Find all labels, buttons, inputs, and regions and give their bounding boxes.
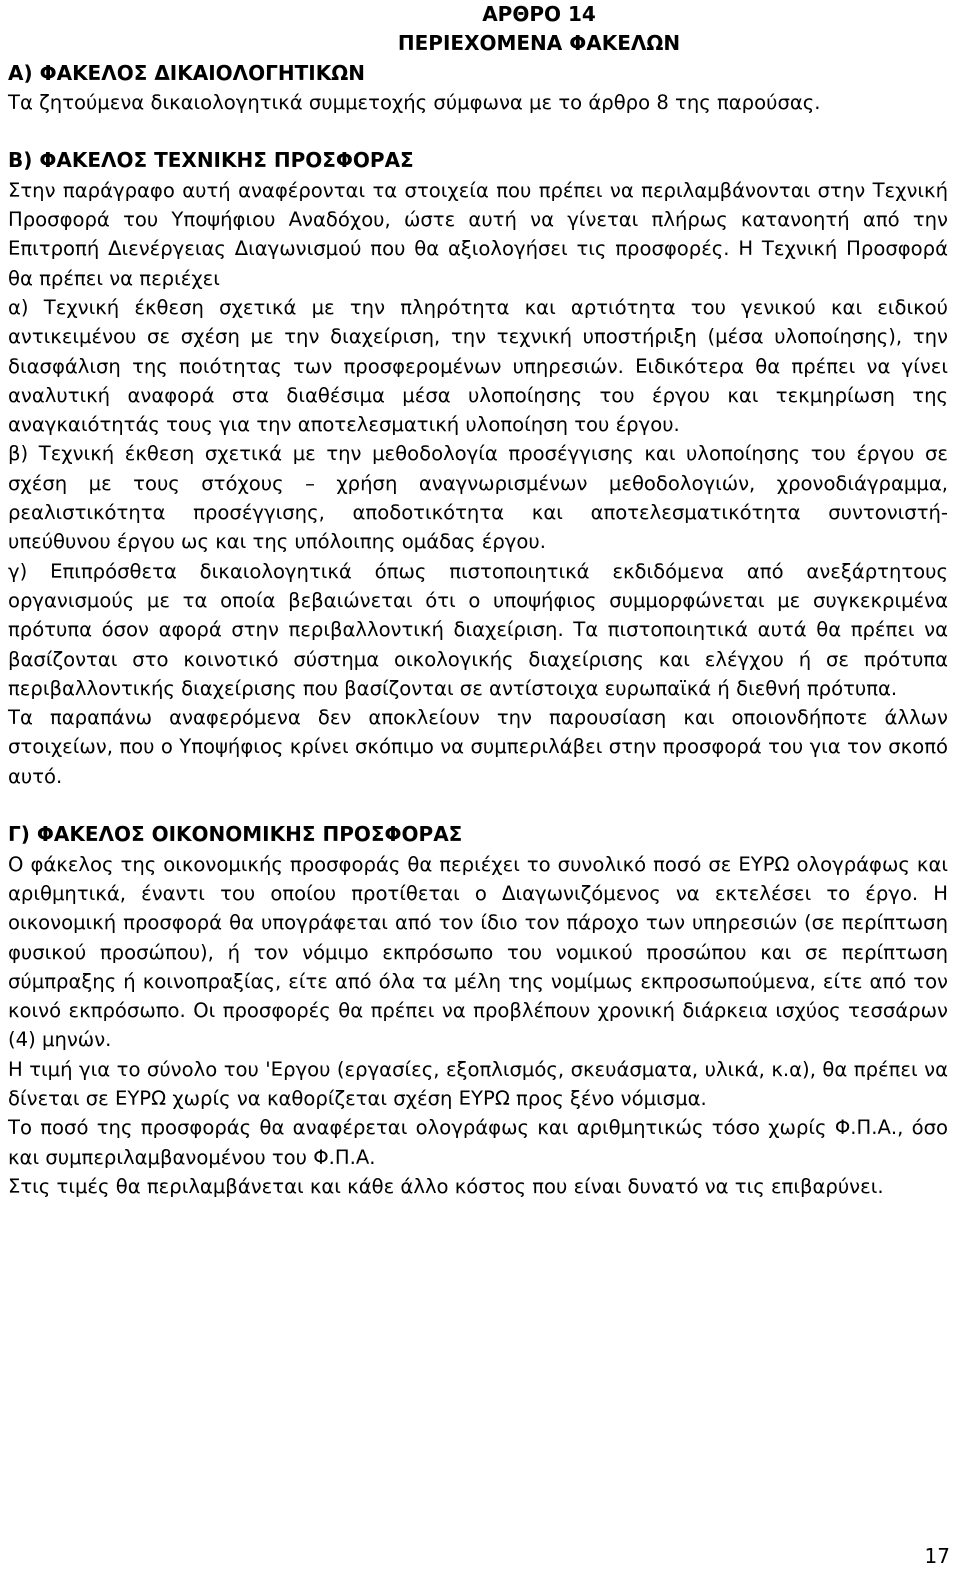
article-subtitle: ΠΕΡΙΕΧΟΜΕΝΑ ΦΑΚΕΛΩΝ	[397, 31, 681, 56]
section-a-heading: Α) ΦΑΚΕΛΟΣ ΔΙΚΑΙΟΛΟΓΗΤΙΚΩΝ	[8, 60, 365, 85]
section-b-item-b: β) Τεχνική έκθεση σχετικά με την μεθοδολογία προσέγγισης και υλοποίησης του έργου σε σχέση με τους στόχους – χρήση αναγνωρισμένων μεθοδολογιών, χρονοδιάγραμμα, ρεαλιστικότητα προσέγγισης, αποδοτικότητα και αποτελεσματικότητα συντονιστή- υπεύθυνου έργου ως και της υπόλοιπης ομάδας έργου.	[8, 442, 948, 554]
section-c-paragraph-1: Ο φάκελος της οικονομικής προσφοράς θα περιέχει το συνολικό ποσό σε ΕΥΡΩ ολογράφως και αριθμητικά, έναντι του οποίου προτίθεται ο Διαγωνιζόμενος να εκτελέσει το έργο. Η οικονομική προσφορά θα υπογράφεται από τον ίδιο τον πάροχο των υπηρεσιών (σε περίπτωση φυσικού προσώπου), ή τον νόμιμο εκπρόσωπο του νομικού προσώπου και σε περίπτωση σύμπραξης ή κοινοπραξίας, είτε από όλα τα μέλη της νομίμως εκπροσωπούμενα, είτε από τον κοινό εκπρόσωπο. Οι προσφορές θα πρέπει να προβλέπουν χρονική διάρκεια ισχύος τεσσάρων (4) μηνών.	[8, 852, 948, 1052]
section-c-heading: Γ) ΦΑΚΕΛΟΣ ΟΙΚΟΝΟΜΙΚΗΣ ΠΡΟΣΦΟΡΑΣ	[8, 822, 463, 847]
section-b-intro-paragraph: Στην παράγραφο αυτή αναφέρονται τα στοιχεία που πρέπει να περιλαμβάνονται στην Τεχνική Προσφορά του Υποψήφιου Αναδόχου, ώστε αυτή να γίνεται πλήρως κατανοητή από την Επιτροπή Διενέργειας Διαγωνισμού που θα αξιολογήσει τις προσφορές. Η Τεχνική Προσφορά θα πρέπει να περιέχει	[8, 178, 948, 290]
section-b-item-c: γ) Επιπρόσθετα δικαιολογητικά όπως πιστοποιητικά εκδιδόμενα από ανεξάρτητους οργανισμούς με τα οποία βεβαιώνεται ότι ο υποψήφιος συμμορφώνεται με συγκεκριμένα πρότυπα όσον αφορά στην περιβαλλοντική διαχείριση. Τα πιστοποιητικά αυτά θα πρέπει να βασίζονται στο κοινοτικό σύστημα οικολογικής διαχείρισης και ελέγχου ή σε πρότυπα περιβαλλοντικής διαχείρισης που βασίζονται σε αντίστοιχα ευρωπαϊκά ή διεθνή πρότυπα.	[8, 559, 948, 700]
section-spacer	[8, 117, 948, 146]
section-c-paragraph-2: Η τιμή για το σύνολο του 'Εργου (εργασίες, εξοπλισμός, σκευάσματα, υλικά, κ.α), θα πρέπει να δίνεται σε ΕΥΡΩ χωρίς να καθορίζεται σχέση ΕΥΡΩ προς ξένο νόμισμα.	[8, 1057, 948, 1110]
document-page	[8, 0, 948, 1201]
section-a-paragraph: Τα ζητούμενα δικαιολογητικά συμμετοχής σύμφωνα με το άρθρο 8 της παρούσας.	[8, 90, 821, 114]
section-c-paragraph-4: Στις τιμές θα περιλαμβάνεται και κάθε άλλο κόστος που είναι δυνατό να τις επιβαρύνει.	[8, 1174, 884, 1198]
section-b-heading: Β) ΦΑΚΕΛΟΣ ΤΕΧΝΙΚΗΣ ΠΡΟΣΦΟΡΑΣ	[8, 148, 414, 173]
section-b-closing-paragraph: Τα παραπάνω αναφερόμενα δεν αποκλείουν την παρουσίαση και οποιονδήποτε άλλων στοιχείων, που ο Υποψήφιος κρίνει σκόπιμο να συμπεριλάβει στην προσφορά του για τον σκοπό αυτό.	[8, 706, 948, 788]
section-spacer	[8, 791, 948, 820]
section-b-item-a: α) Τεχνική έκθεση σχετικά με την πληρότητα και αρτιότητα του γενικού και ειδικού αντικειμένου σε σχέση με την διαχείριση, την τεχνική υποστήριξη (μέσα υλοποίησης), την διασφάλιση της ποιότητας των προσφερομένων υπηρεσιών. Ειδικότερα θα πρέπει να γίνει αναλυτική αναφορά στα διαθέσιμα μέσα υλοποίησης του έργου και τεκμηρίωση της αναγκαιότητάς τους για την αποτελεσματική υλοποίηση του έργου.	[8, 295, 948, 437]
page-number: 17	[924, 1544, 950, 1568]
section-c-paragraph-3: Το ποσό της προσφοράς θα αναφέρεται ολογράφως και αριθμητικώς τόσο χωρίς Φ.Π.Α., όσο και συμπεριλαμβανομένου του Φ.Π.Α.	[8, 1116, 948, 1169]
article-number: ΑΡΘΡΟ 14	[482, 2, 596, 26]
